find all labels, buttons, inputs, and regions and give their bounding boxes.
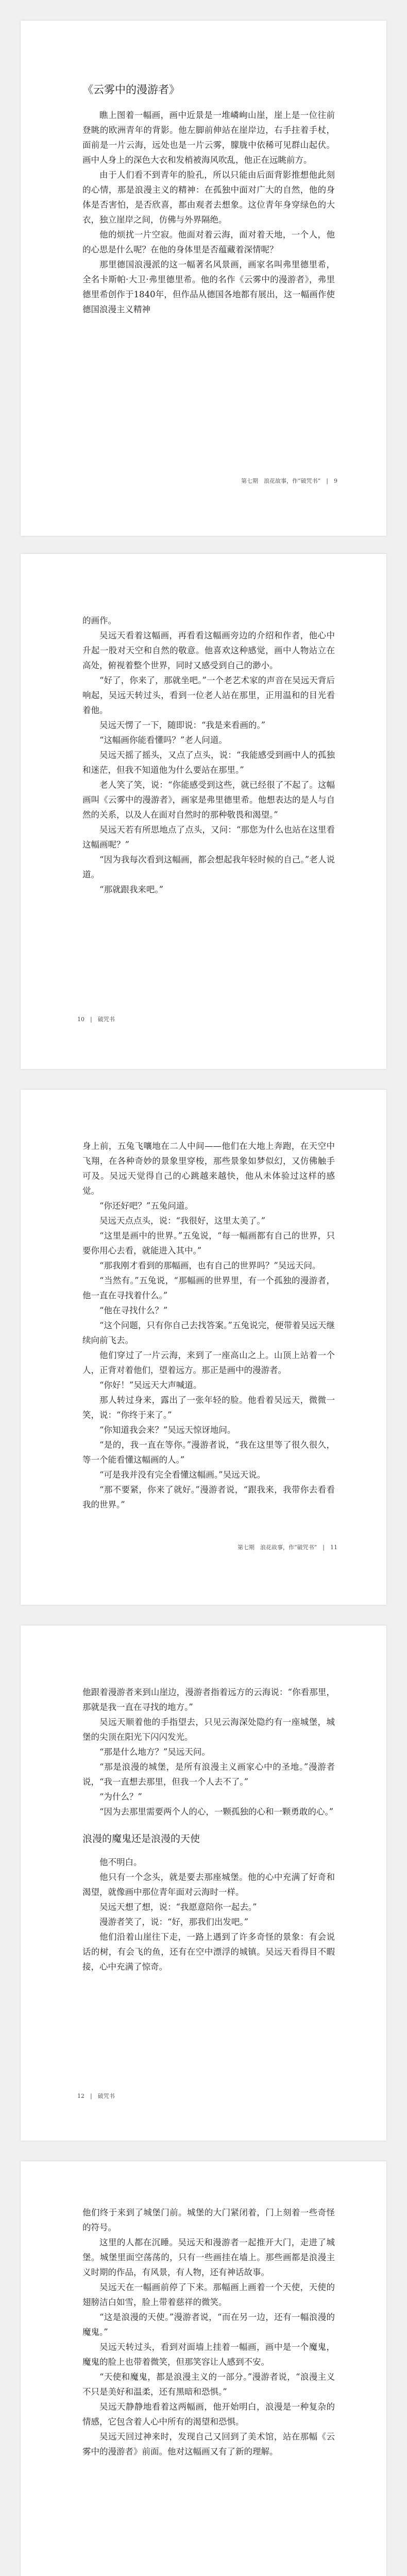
paragraph: 吴远天想了想，说：“我愿意陪你一起去。” xyxy=(99,1902,257,1912)
paragraph: “这幅画你能看懂吗？”老人问道。 xyxy=(99,735,227,745)
paragraph: 他们沿着山崖往下走，一路上遇到了许多奇怪的景象：有会说话的树，有会飞的鱼，还有在空中漂浮的城镇。吴远天看得目不暇接，心中充满了惊奇。 xyxy=(82,1932,335,1972)
paragraph: 那里德国浪漫派的这一幅著名风景画，画家名叫弗里德里希，全名卡斯帕·大卫·弗里德里希。他的名作《云雾中的漫游者》，弗里德里希创作于1840年，但作品从德国各地都有展出，这一幅画作使德国浪漫主义精神 xyxy=(82,260,335,314)
document-page-2 xyxy=(21,554,386,1069)
page-footer: 第七期 浪花故事，作“破咒书” | 11 xyxy=(238,1544,337,1551)
paragraph: 这里的人都在沉睡。吴远天和漫游者一起推开大门，走进了城堡。城堡里面空荡荡的，只有一些画挂在墙上。那些画都是浪漫主义时期的作品，有风景，有人物，还有神话故事。 xyxy=(82,2238,335,2277)
page-1-content xyxy=(82,82,335,317)
paragraph: 吴远天看着这幅画，再看看这幅画旁边的介绍和作者，他心中升起一股对天空和自然的敬意。他喜欢这种感觉，画中人物站立在高处，俯视着整个世界，同时又感受到自己的渺小。 xyxy=(82,631,335,670)
paragraph: “你还好吧？”五兔问道。 xyxy=(99,1201,193,1211)
page-footer: 12 | 破咒书 xyxy=(77,2093,115,2099)
paragraph: 吴远天若有所思地点了点头，又问：“那您为什么也站在这里看这幅画呢？” xyxy=(82,825,335,850)
paragraph: 吴远天回过神来时，发现自己又回到了美术馆，站在那幅《云雾中的漫游者》前面。他对这幅画又有了新的理解。 xyxy=(82,2432,335,2456)
paragraph: 那人转过身来，露出了一张年轻的脸。他看着吴远天，微微一笑，说：“你终于来了。” xyxy=(82,1395,335,1420)
paragraph: “他在寻找什么？” xyxy=(99,1306,168,1315)
paragraph: 他的烦扰一片空寂。他面对着云海，面对着天地，一个人，他的心思是什么呢？在他的身体里是否蕴藏着深情呢？ xyxy=(82,230,335,255)
paragraph: “这是浪漫的天使。”漫游者说，“而在另一边，还有一幅浪漫的魔鬼。” xyxy=(82,2312,335,2337)
paragraph: 吴远天顺着他的手指望去，只见云海深处隐约有一座城堡，城堡的尖顶在阳光下闪闪发光。 xyxy=(82,1717,335,1742)
paragraph: “是的，我一直在等你。”漫游者说，“我在这里等了很久很久，等一个能看懂这幅画的人。” xyxy=(82,1440,335,1465)
paragraph: 吴远天静静地看着这两幅画，他开始明白，浪漫是一种复杂的情感，它包含着人心中所有的渴望和恐惧。 xyxy=(82,2402,335,2427)
paragraph: 身上前，五兔飞嚷地在二人中间——他们在大地上奔跑，在天空中飞翔，在各种奇妙的景象里穿梭，那些景象如梦似幻，又仿佛触手可及。吴远天觉得自己的心跳越来越快，他从未体验过这样的感觉。 xyxy=(82,1141,335,1196)
chapter-heading: 《云雾中的漫游者》 xyxy=(82,83,180,96)
paragraph: 他们穿过了一片云海，来到了一座高山之上。山顶上站着一个人，正背对着他们，望着远方。那正是画中的漫游者。 xyxy=(82,1350,335,1375)
paragraph: “因为我每次看到这幅画，都会想起我年轻时候的自己。”老人说道。 xyxy=(82,855,335,879)
paragraph: “那是浪漫的城堡，是所有浪漫主义画家心中的圣地。”漫游者说，“我一直想去那里，但我一个人去不了。” xyxy=(82,1762,335,1787)
page-footer: 10 | 破咒书 xyxy=(77,1016,115,1023)
paragraph: “那就跟我来吧。” xyxy=(99,885,164,894)
paragraph: 漫游者笑了，说：“好，那我们出发吧。” xyxy=(99,1917,249,1927)
paragraph: “你好！”吴远天大声喊道。 xyxy=(99,1380,202,1390)
paragraph: 吴远天转过头，看到对面墙上挂着一幅画，画中是一个魔鬼，魔鬼的脸上也带着微笑，但那笑容让人感到不安。 xyxy=(82,2342,335,2367)
paragraph: “那我刚才看到的那幅画，也有自己的世界吗？”吴远天问。 xyxy=(99,1261,321,1270)
document-page-3 xyxy=(21,1090,386,1605)
paragraph: “这个问题，只有你自己去找答案。”五兔说完，便带着吴远天继续向前飞去。 xyxy=(82,1320,335,1345)
page-4-content xyxy=(82,1685,335,1974)
paragraph: “这里是画中的世界。”五兔说，“每一幅画都有自己的世界，只要你用心去看，就能进入其中。” xyxy=(82,1231,335,1256)
paragraph: 由于人们看不到青年的脸孔，所以只能由后面背影推想他此刻的心情，那是浪漫主义的精神：在孤独中面对广大的自然，他的身体是否害怕，是否欣喜，都由观者去想象。这位青年身穿绿色的大衣，独立崖岸之间，仿佛与外界隔绝。 xyxy=(82,170,335,225)
paragraph: 他不明白。 xyxy=(99,1857,142,1867)
paragraph: “为什么？” xyxy=(99,1792,142,1802)
paragraph: 吴远天愣了一下，随即说：“我是来看画的。” xyxy=(99,720,266,730)
document-page-4 xyxy=(21,1625,386,2141)
paragraph: “可是我并没有完全看懂这幅画。”吴远天说。 xyxy=(99,1470,266,1480)
paragraph: “天使和魔鬼，都是浪漫主义的一部分。”漫游者说，“浪漫主义不只是美好和温柔，还有黑暗和恐惧。” xyxy=(82,2372,335,2397)
paragraph: “好了，你来了，那就坐吧。”一个老艺术家的声音在吴远天背后响起，吴远天转过头，看到一位老人站在那里，正用温和的目光看着他。 xyxy=(82,675,335,715)
paragraph: “你知道我会来？”吴远天惊讶地问。 xyxy=(99,1425,236,1435)
paragraph: “当然有。”五兔说，“那幅画的世界里，有一个孤独的漫游者，他一直在寻找着什么。” xyxy=(82,1276,335,1300)
paragraph: 他只有一个念头，就是要去那座城堡。他的心中充满了好奇和渴望，就像画中那位青年面对云海时一样。 xyxy=(82,1872,335,1897)
section-heading: 浪漫的魔鬼还是浪漫的天使 xyxy=(82,1833,200,1844)
page-2-content xyxy=(82,613,335,897)
paragraph: 瞧上图着一幅画，画中近景是一堆嶙峋山崖，崖上是一位往前登眺的欧洲青年的背影。他左脚前伸站在崖岸边，右手拄着手杖，面前是一片云海，远处也是一片云雾，朦胧中依稀可见群山起伏。画中人身上的深色大衣和发梢被海风吹乱，他正在远眺前方。 xyxy=(82,110,335,165)
page-3-content xyxy=(82,1139,335,1512)
page-5-content xyxy=(82,2205,335,2459)
paragraph: 他们终于来到了城堡门前。城堡的大门紧闭着，门上刻着一些奇怪的符号。 xyxy=(82,2208,335,2232)
paragraph: “因为去那里需要两个人的心，一颗孤独的心和一颗勇敢的心。” xyxy=(99,1807,334,1817)
paragraph: 他跟着漫游者来到山崖边，漫游者指着远方的云海说：“你看那里，那就是我一直在寻找的地方。” xyxy=(82,1687,335,1712)
paragraph: 的画作。 xyxy=(82,616,116,625)
paragraph: “那不要紧，你来了就好。”漫游者说，“跟我来，我带你去看看我的世界。” xyxy=(82,1485,335,1510)
page-footer: 第七期 浪花故事，作“破咒书” | 9 xyxy=(241,478,337,484)
paragraph: 吴远天点点头，说：“我很好，这里太美了。” xyxy=(99,1216,266,1226)
paragraph: 老人笑了笑，说：“你能感受到这些，就已经很了不起了。这幅画叫《云雾中的漫游者》，画家是弗里德里希。他想表达的是人与自然的关系，以及人在面对自然时的那种敬畏和渴望。” xyxy=(82,780,335,820)
document-page-1 xyxy=(21,21,386,536)
paragraph: 吴远天在一幅画前停了下来。那幅画上画着一个天使，天使的翅膀洁白如雪，脸上带着慈祥的微笑。 xyxy=(82,2282,335,2307)
document-page-5 xyxy=(21,2161,386,2576)
paragraph: “那是什么地方？”吴远天问。 xyxy=(99,1747,210,1757)
paragraph: 吴远天摇了摇头，又点了点头，说：“我能感受到画中人的孤独和迷茫，但我不知道他为什么要站在那里。” xyxy=(82,750,335,775)
